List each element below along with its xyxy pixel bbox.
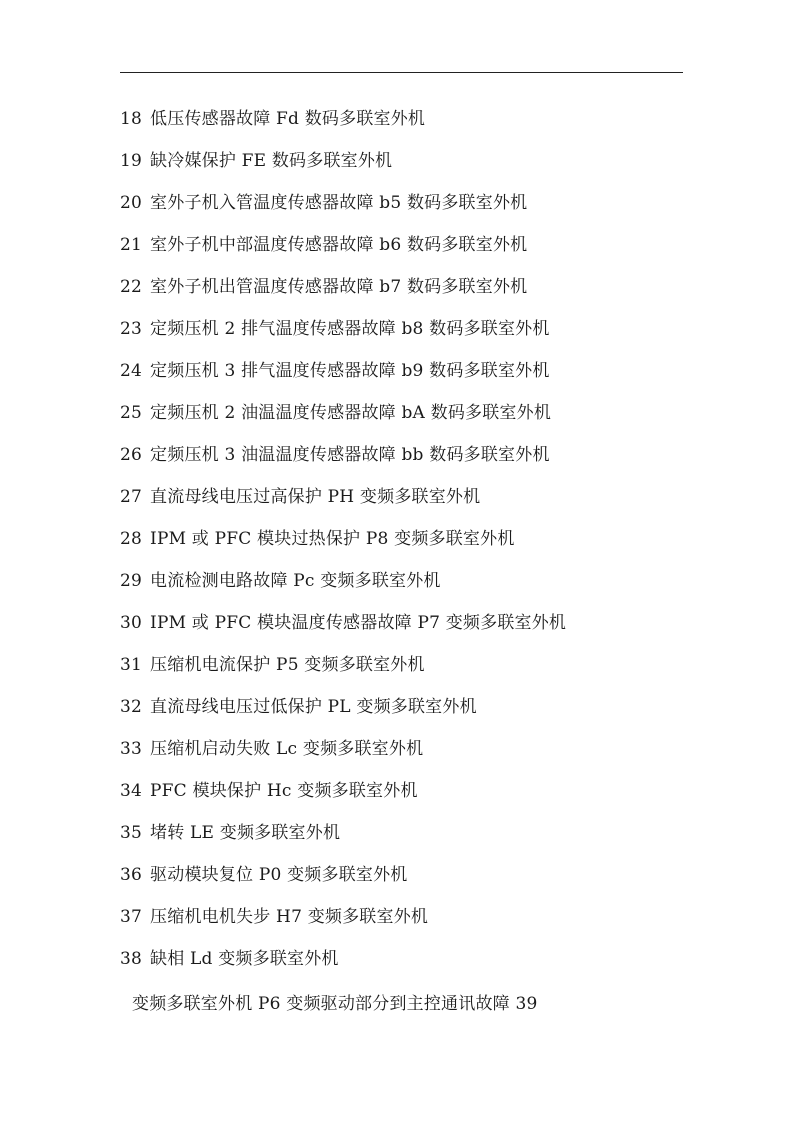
list-item (120, 602, 720, 644)
line-text: 缺冷媒保护 FE 数码多联室外机 (150, 151, 393, 171)
line-number: 31 (120, 655, 143, 675)
line-text: 低压传感器故障 Fd 数码多联室外机 (150, 109, 426, 129)
list-item (120, 224, 720, 266)
list-item-last (120, 980, 720, 1024)
line-number: 29 (120, 571, 143, 591)
line-number: 33 (120, 739, 143, 759)
list-item (120, 266, 720, 308)
line-number: 19 (120, 151, 143, 171)
line-text: 定频压机 3 油温温度传感器故障 bb 数码多联室外机 (150, 445, 550, 465)
line-number: 34 (120, 781, 143, 801)
line-text: 缺相 Ld 变频多联室外机 (150, 949, 339, 969)
list-item (120, 770, 720, 812)
line-text: 变频多联室外机 P6 变频驱动部分到主控通讯故障 39 (132, 994, 538, 1014)
line-text: PFC 模块保护 Hc 变频多联室外机 (150, 781, 418, 801)
line-text: 定频压机 2 排气温度传感器故障 b8 数码多联室外机 (150, 319, 550, 339)
list-item (120, 308, 720, 350)
line-text: 压缩机电流保护 P5 变频多联室外机 (150, 655, 425, 675)
list-item (120, 140, 720, 182)
list-item (120, 896, 720, 938)
line-text: IPM 或 PFC 模块温度传感器故障 P7 变频多联室外机 (150, 613, 567, 633)
line-text: 堵转 LE 变频多联室外机 (150, 823, 341, 843)
list-item (120, 728, 720, 770)
fault-code-list (120, 98, 720, 1024)
line-number: 20 (120, 193, 143, 213)
line-number: 30 (120, 613, 143, 633)
line-number: 26 (120, 445, 143, 465)
header-rule (120, 72, 683, 73)
list-item (120, 938, 720, 980)
line-text: 驱动模块复位 P0 变频多联室外机 (150, 865, 408, 885)
line-text: 室外子机入管温度传感器故障 b5 数码多联室外机 (150, 193, 528, 213)
list-item (120, 812, 720, 854)
line-number: 32 (120, 697, 143, 717)
list-item (120, 182, 720, 224)
list-item (120, 518, 720, 560)
line-number: 25 (120, 403, 143, 423)
list-item (120, 560, 720, 602)
line-text: 压缩机电机失步 H7 变频多联室外机 (150, 907, 429, 927)
line-text: IPM 或 PFC 模块过热保护 P8 变频多联室外机 (150, 529, 515, 549)
line-number: 38 (120, 949, 143, 969)
line-text: 压缩机启动失败 Lc 变频多联室外机 (150, 739, 424, 759)
line-text: 直流母线电压过低保护 PL 变频多联室外机 (150, 697, 477, 717)
line-text: 定频压机 2 油温温度传感器故障 bA 数码多联室外机 (150, 403, 552, 423)
line-text: 定频压机 3 排气温度传感器故障 b9 数码多联室外机 (150, 361, 550, 381)
line-number: 28 (120, 529, 143, 549)
list-item (120, 98, 720, 140)
line-number: 18 (120, 109, 143, 129)
line-text: 室外子机中部温度传感器故障 b6 数码多联室外机 (150, 235, 528, 255)
line-number: 27 (120, 487, 143, 507)
line-number: 36 (120, 865, 143, 885)
list-item (120, 350, 720, 392)
line-text: 室外子机出管温度传感器故障 b7 数码多联室外机 (150, 277, 528, 297)
line-number: 35 (120, 823, 143, 843)
list-item (120, 476, 720, 518)
list-item (120, 686, 720, 728)
list-item (120, 854, 720, 896)
list-item (120, 392, 720, 434)
line-number: 37 (120, 907, 143, 927)
line-text: 电流检测电路故障 Pc 变频多联室外机 (150, 571, 441, 591)
list-item (120, 434, 720, 476)
line-number: 22 (120, 277, 143, 297)
line-number: 23 (120, 319, 143, 339)
list-item (120, 644, 720, 686)
line-text: 直流母线电压过高保护 PH 变频多联室外机 (150, 487, 481, 507)
line-number: 21 (120, 235, 143, 255)
line-number: 24 (120, 361, 143, 381)
